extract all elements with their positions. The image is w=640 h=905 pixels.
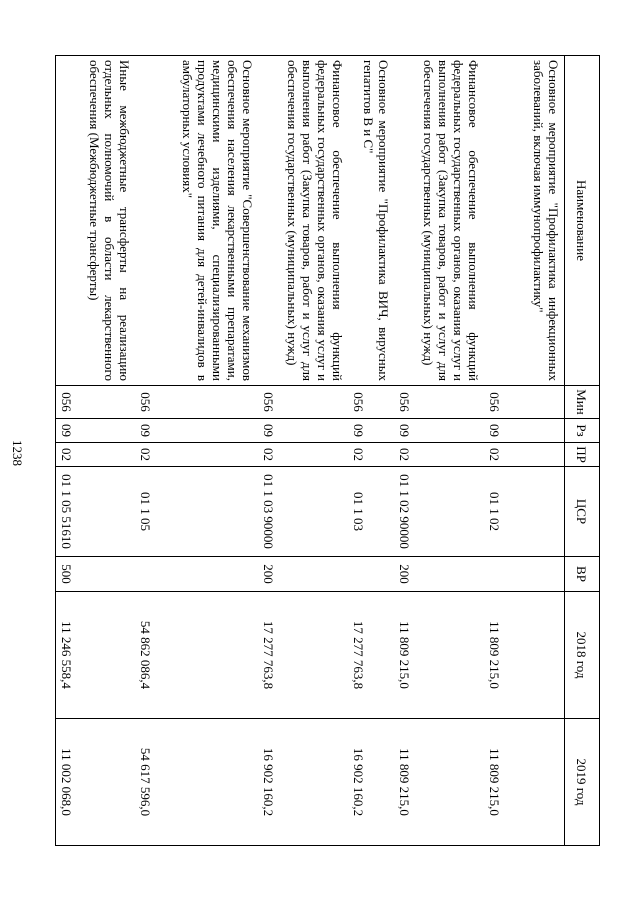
row-pr: 02 [348,443,394,467]
row-2019: 16 902 160,2 [348,719,394,846]
row-2018: 11 246 558,4 [56,592,136,719]
row-2018: 11 809 215,0 [394,592,484,719]
table-header-row [565,56,600,846]
row-pr: 02 [56,443,136,467]
row-2019: 11 002 068,0 [56,719,136,846]
row-csr: 01 1 05 51610 [56,467,136,557]
row-vr [484,557,565,592]
row-rz: 09 [484,419,565,443]
row-2018: 17 277 763,8 [348,592,394,719]
table-row [484,56,565,846]
row-vr: 200 [258,557,348,592]
table-row [56,56,136,846]
page-number: 1238 [10,440,25,466]
row-min: 056 [394,386,484,419]
table-row [348,56,394,846]
row-min: 056 [56,386,136,419]
row-name: Финансовое обеспечение выполнения функций федеральных государственных органов, оказания услуг и выполнения работ (Закупка товаров, работ и услуг для обеспечения государственных (муниципальных) нужд) [394,56,484,386]
row-csr: 01 1 02 [484,467,565,557]
table-row [135,56,258,846]
row-2018: 54 862 086,4 [135,592,258,719]
row-name: Основное мероприятие "Профилактика ВИЧ, вирусных гепатитов В и С" [348,56,394,386]
header-csr: ЦСР [565,467,600,557]
budget-table [55,55,600,846]
header-min: Мин [565,386,600,419]
row-name: Основное мероприятие "Профилактика инфекционных заболеваний, включая иммунопрофилактику" [484,56,565,386]
header-pr: ПР [565,443,600,467]
row-rz: 09 [394,419,484,443]
row-csr: 01 1 02 90000 [394,467,484,557]
header-name: Наименование [565,56,600,386]
header-2019: 2019 год [565,719,600,846]
row-2019: 11 809 215,0 [484,719,565,846]
header-2018: 2018 год [565,592,600,719]
rotated-page-content [59,55,600,845]
row-2018: 17 277 763,8 [258,592,348,719]
table-row [258,56,348,846]
row-min: 056 [135,386,258,419]
row-csr: 01 1 03 [348,467,394,557]
row-pr: 02 [394,443,484,467]
row-2019: 54 617 596,0 [135,719,258,846]
row-rz: 09 [56,419,136,443]
row-pr: 02 [484,443,565,467]
row-vr: 200 [394,557,484,592]
row-vr [135,557,258,592]
table-row [394,56,484,846]
header-rz: Рз [565,419,600,443]
header-vr: ВР [565,557,600,592]
row-min: 056 [348,386,394,419]
row-vr: 500 [56,557,136,592]
row-csr: 01 1 05 [135,467,258,557]
row-name: Финансовое обеспечение выполнения функций федеральных государственных органов, оказания услуг и выполнения работ (Закупка товаров, работ и услуг для обеспечения государственных (муниципальных) нужд) [258,56,348,386]
row-2018: 11 809 215,0 [484,592,565,719]
row-name: Иные межбюджетные трансферты на реализацию отдельных полномочий в области лекарственного обеспечения (Межбюджетные трансферты) [56,56,136,386]
row-rz: 09 [348,419,394,443]
row-rz: 09 [258,419,348,443]
row-pr: 02 [258,443,348,467]
row-2019: 16 902 160,2 [258,719,348,846]
row-min: 056 [258,386,348,419]
row-rz: 09 [135,419,258,443]
row-pr: 02 [135,443,258,467]
row-min: 056 [484,386,565,419]
row-name: Основное мероприятие "Совершенствование механизмов обеспечения населения лекарственными препаратами, медицинскими изделиями, специализированными продуктами лечебного питания для детей-инвалидов в амбулаторных условиях" [135,56,258,386]
row-csr: 01 1 03 90000 [258,467,348,557]
row-2019: 11 809 215,0 [394,719,484,846]
row-vr [348,557,394,592]
